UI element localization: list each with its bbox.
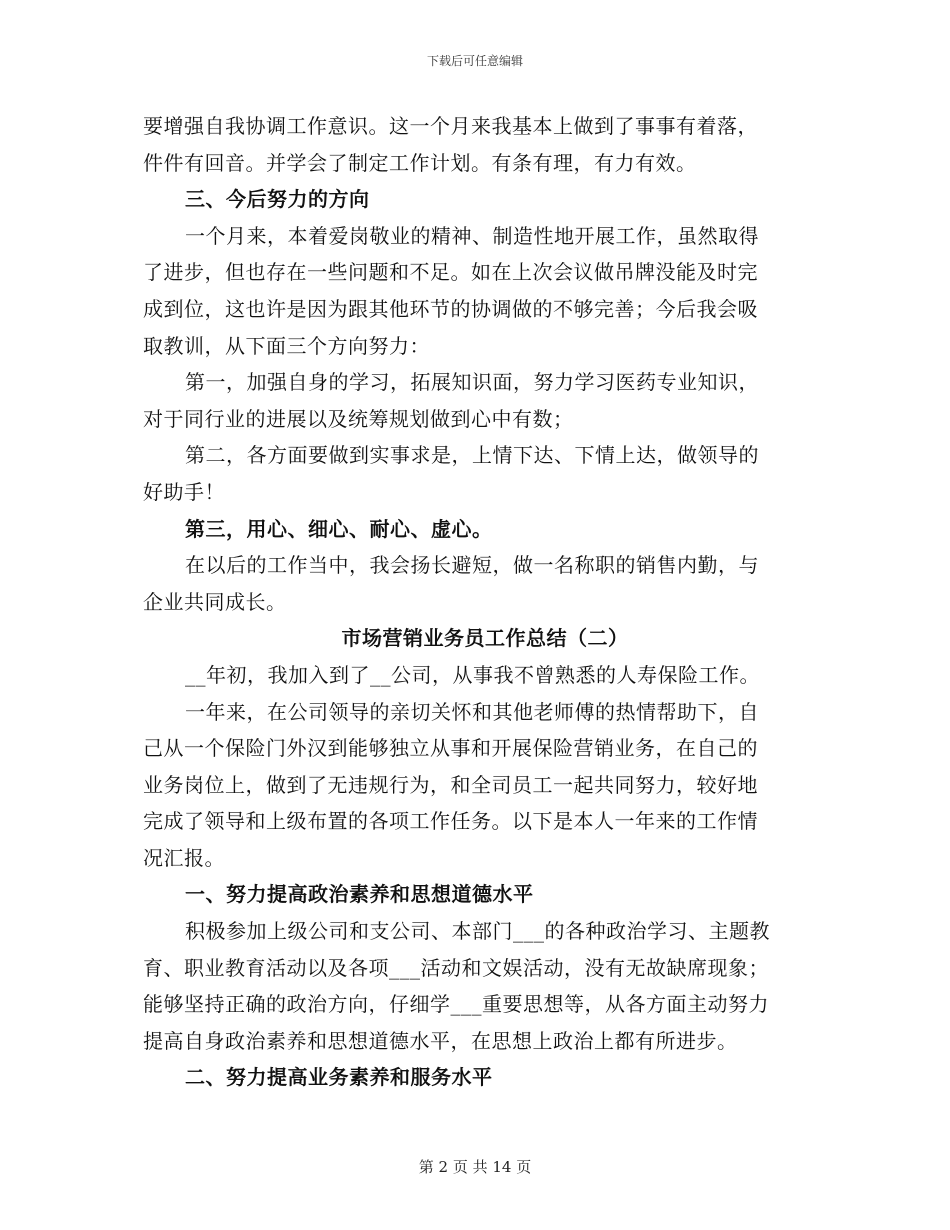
body-text-line: 件件有回音。并学会了制定工作计划。有条有理，有力有效。 <box>143 150 697 175</box>
body-text-line: 在以后的工作当中，我会扬长避短，做一名称职的销售内勤，与 <box>185 553 759 578</box>
body-text-line: 第二，各方面要做到实事求是，上情下达、下情上达，做领导的 <box>185 443 759 468</box>
section-heading: 三、今后努力的方向 <box>185 187 370 212</box>
body-text-line: 了进步，但也存在一些问题和不足。如在上次会议做吊牌没能及时完 <box>143 260 758 285</box>
body-text-line: 积极参加上级公司和支公司、本部门___的各种政治学习、主题教 <box>185 919 770 944</box>
body-text-line: 业务岗位上，做到了无违规行为，和全司员工一起共同努力，较好地 <box>143 772 758 797</box>
section-heading: 一、努力提高政治素养和思想道德水平 <box>185 882 534 907</box>
document-body <box>143 108 807 1096</box>
section-heading: 二、努力提高业务素养和服务水平 <box>185 1065 493 1090</box>
document-title: 市场营销业务员工作总结（二） <box>341 626 629 651</box>
body-text-line: 成到位，这也许是因为跟其他环节的协调做的不够完善；今后我会吸 <box>143 296 758 321</box>
body-text-line: 提高自身政治素养和思想道德水平，在思想上政治上都有所进步。 <box>143 1028 738 1053</box>
body-text-line: 完成了领导和上级布置的各项工作任务。以下是本人一年来的工作情 <box>143 809 758 834</box>
body-text-line: 企业共同成长。 <box>143 589 287 614</box>
body-text-line: 对于同行业的进展以及统筹规划做到心中有数； <box>143 406 574 431</box>
page-header: 下载后可任意编辑 <box>426 54 523 68</box>
body-text-line: 育、职业教育活动以及各项___活动和文娱活动，没有无故缺席现象； <box>143 955 769 980</box>
body-text-line: 能够坚持正确的政治方向，仔细学___重要思想等，从各方面主动努力 <box>143 992 769 1017</box>
body-text-line: 取教训，从下面三个方向努力： <box>143 333 430 358</box>
body-text-line: 一年来，在公司领导的亲切关怀和其他老师傅的热情帮助下，自 <box>185 699 759 724</box>
body-text-line: 要增强自我协调工作意识。这一个月来我基本上做到了事事有着落， <box>143 114 758 138</box>
bold-text-line: 第三，用心、细心、耐心、虚心。 <box>185 516 493 541</box>
body-text-line: 第一，加强自身的学习，拓展知识面，努力学习医药专业知识， <box>185 370 759 395</box>
body-text-line: __年初，我加入到了__公司，从事我不曾熟悉的人寿保险工作。 <box>185 662 760 687</box>
page-footer: 第 2 页 共 14 页 <box>418 1158 532 1176</box>
body-text-line: 己从一个保险门外汉到能够独立从事和开展保险营销业务，在自己的 <box>143 736 758 761</box>
body-text-line: 好助手！ <box>143 479 225 504</box>
body-text-line: 况汇报。 <box>143 845 225 870</box>
body-text-line: 一个月来，本着爱岗敬业的精神、制造性地开展工作，虽然取得 <box>185 223 759 248</box>
